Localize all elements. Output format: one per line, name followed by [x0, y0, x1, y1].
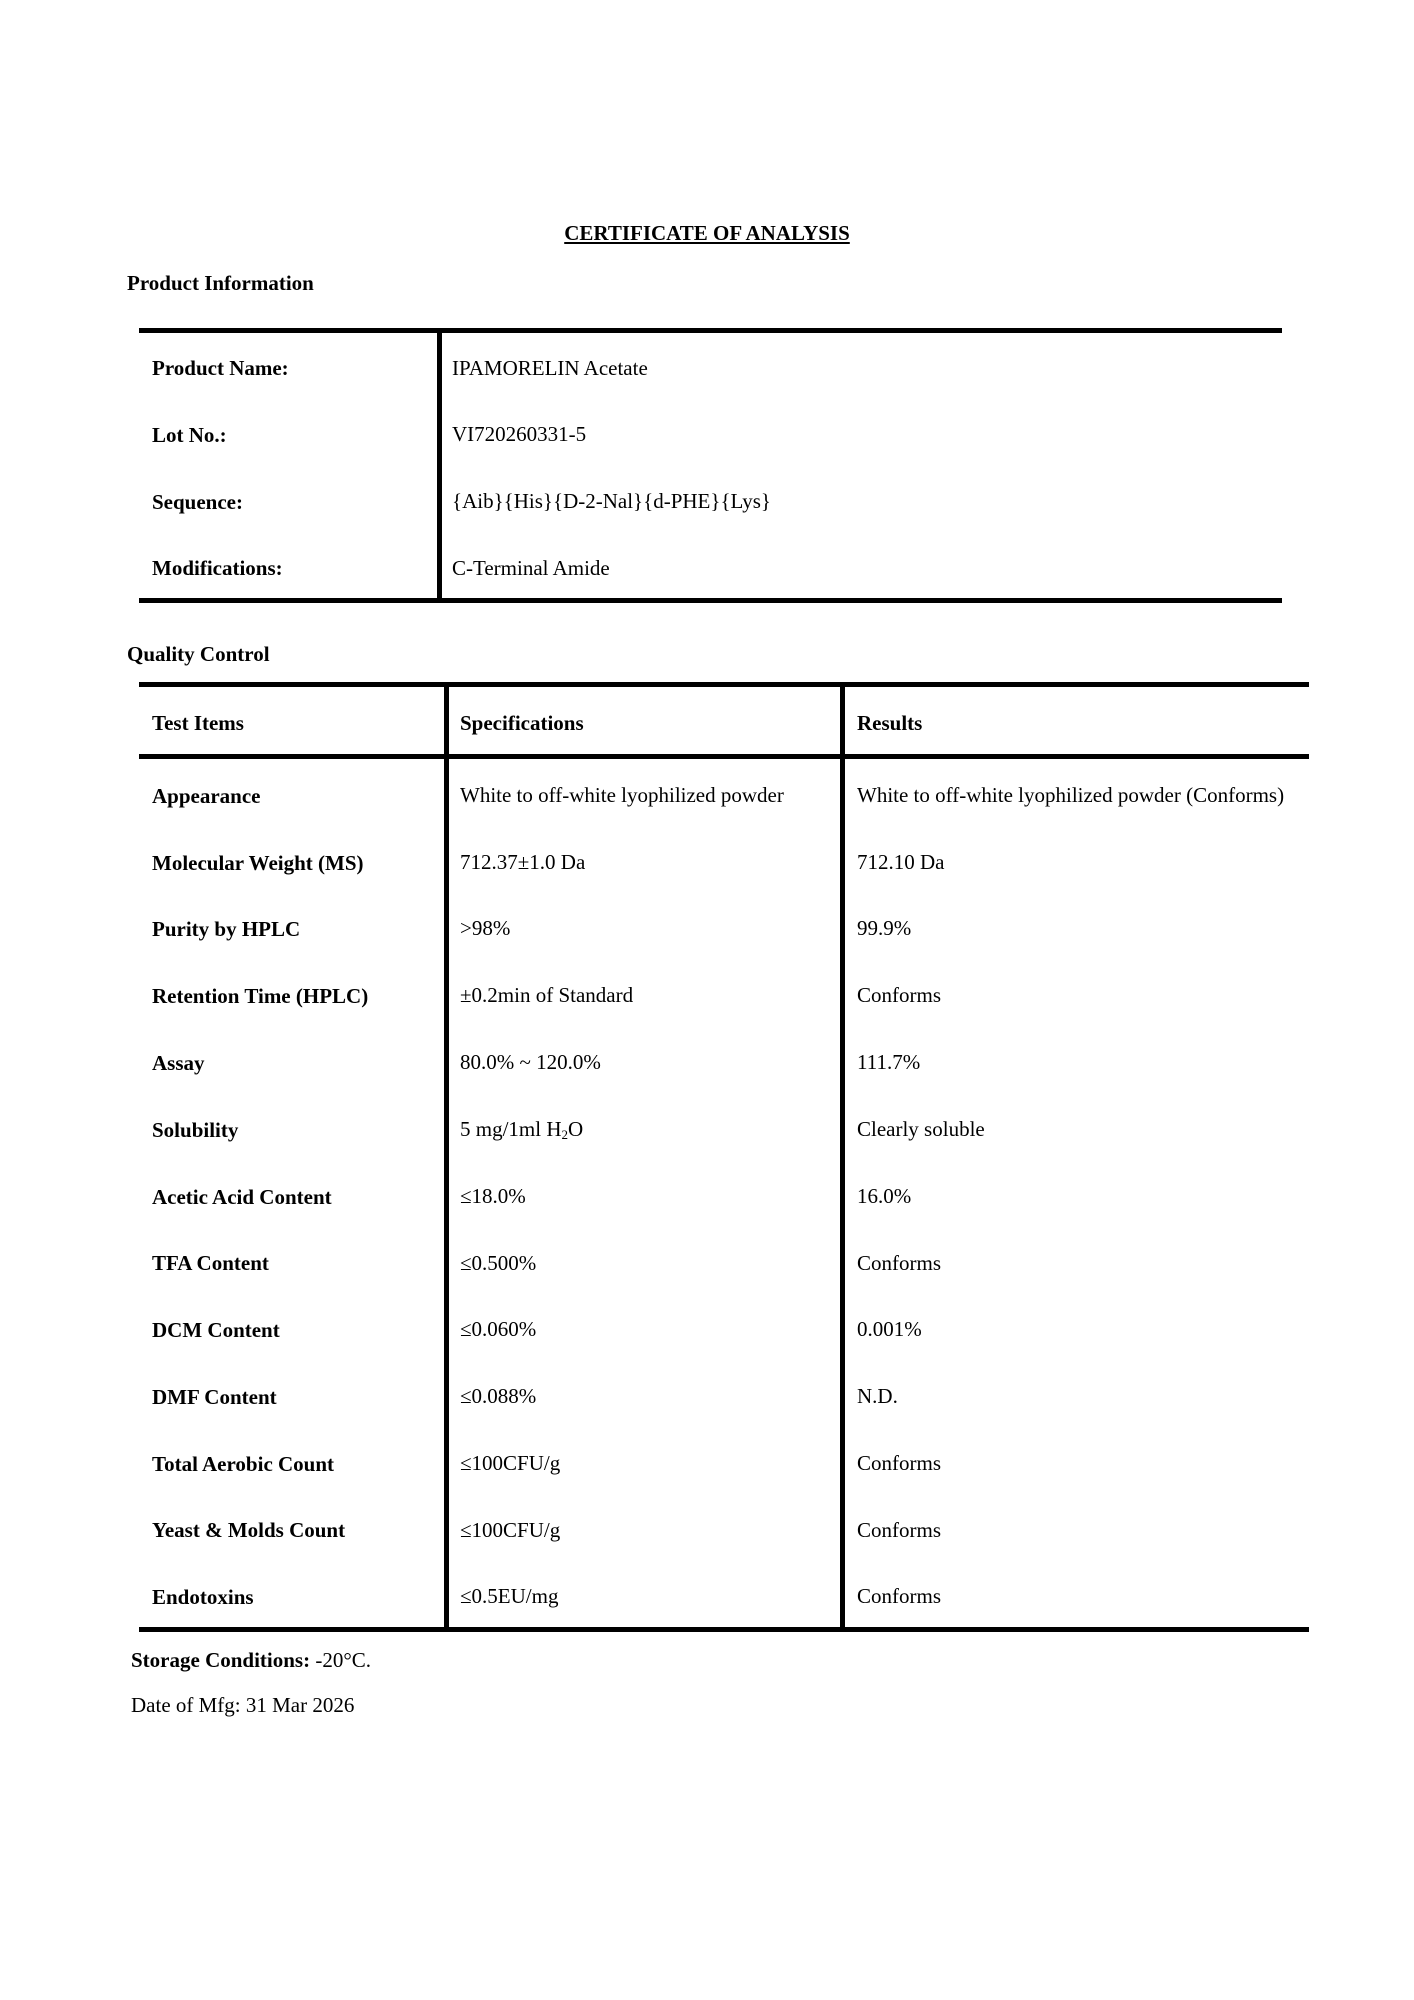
manufacture-date: Date of Mfg: 31 Mar 2026	[131, 1693, 355, 1717]
row-retention-time-spec: ±0.2min of Standard	[460, 983, 634, 1007]
row-acetic-acid-spec: ≤18.0%	[460, 1184, 526, 1208]
row-aerobic-count-spec: ≤100CFU/g	[460, 1451, 561, 1475]
table-top-rule	[139, 328, 1282, 333]
row-dmf-result: N.D.	[857, 1384, 898, 1408]
row-molecular-weight-result: 712.10 Da	[857, 850, 945, 874]
row-endotoxins-spec: ≤0.5EU/mg	[460, 1584, 559, 1608]
solubility-spec-tail: O	[568, 1117, 584, 1141]
lot-number-label: Lot No.:	[152, 423, 227, 447]
row-acetic-acid-item: Acetic Acid Content	[152, 1185, 332, 1209]
row-molecular-weight-item: Molecular Weight (MS)	[152, 851, 364, 875]
row-yeast-molds-spec: ≤100CFU/g	[460, 1518, 561, 1542]
row-retention-time-item: Retention Time (HPLC)	[152, 984, 369, 1008]
sequence-label: Sequence:	[152, 490, 243, 514]
row-aerobic-count-result: Conforms	[857, 1451, 941, 1475]
row-solubility-result: Clearly soluble	[857, 1117, 985, 1141]
row-solubility-item: Solubility	[152, 1118, 239, 1142]
header-test-items: Test Items	[152, 711, 244, 735]
qc-bottom-rule	[139, 1627, 1309, 1632]
row-tfa-result: Conforms	[857, 1251, 941, 1275]
row-dmf-item: DMF Content	[152, 1385, 277, 1409]
row-assay-result: 111.7%	[857, 1050, 921, 1074]
row-appearance-result: White to off-white lyophilized powder (Conforms)	[857, 783, 1285, 807]
row-endotoxins-item: Endotoxins	[152, 1585, 254, 1609]
row-molecular-weight-spec: 712.37±1.0 Da	[460, 850, 586, 874]
row-dmf-spec: ≤0.088%	[460, 1384, 537, 1408]
row-retention-time-result: Conforms	[857, 983, 941, 1007]
row-purity-spec: >98%	[460, 916, 511, 940]
row-dcm-item: DCM Content	[152, 1318, 280, 1342]
qc-divider-1	[444, 682, 449, 1632]
storage-conditions	[131, 1648, 371, 1672]
row-dcm-result: 0.001%	[857, 1317, 922, 1341]
row-tfa-spec: ≤0.500%	[460, 1251, 537, 1275]
document-title: CERTIFICATE OF ANALYSIS	[564, 221, 850, 245]
table-bottom-rule	[139, 598, 1282, 603]
product-info-heading: Product Information	[127, 271, 314, 295]
qc-divider-2	[840, 682, 845, 1632]
qc-header-rule	[139, 754, 1309, 759]
row-purity-item: Purity by HPLC	[152, 917, 301, 941]
storage-conditions-value: -20°C.	[310, 1648, 372, 1672]
row-purity-result: 99.9%	[857, 916, 912, 940]
solubility-spec-subscript: 2	[561, 1127, 569, 1142]
row-appearance-item: Appearance	[152, 784, 261, 808]
row-acetic-acid-result: 16.0%	[857, 1184, 912, 1208]
storage-conditions-label: Storage Conditions:	[131, 1648, 311, 1672]
product-name-label: Product Name:	[152, 356, 289, 380]
row-endotoxins-result: Conforms	[857, 1584, 941, 1608]
sequence-value: {Aib}{His}{D-2-Nal}{d-PHE}{Lys}	[452, 489, 771, 513]
modifications-label: Modifications:	[152, 556, 283, 580]
table-column-divider	[437, 328, 442, 601]
row-assay-spec: 80.0% ~ 120.0%	[460, 1050, 601, 1074]
quality-control-heading: Quality Control	[127, 642, 270, 666]
row-tfa-item: TFA Content	[152, 1251, 269, 1275]
lot-number-value: VI720260331-5	[452, 422, 587, 446]
row-yeast-molds-item: Yeast & Molds Count	[152, 1518, 346, 1542]
row-assay-item: Assay	[152, 1051, 205, 1075]
row-yeast-molds-result: Conforms	[857, 1518, 941, 1542]
qc-top-rule	[139, 682, 1309, 687]
header-specifications: Specifications	[460, 711, 584, 735]
solubility-spec-main: 5 mg/1ml H	[460, 1117, 562, 1141]
row-solubility-spec	[460, 1117, 583, 1141]
product-name-value: IPAMORELIN Acetate	[452, 356, 648, 380]
row-dcm-spec: ≤0.060%	[460, 1317, 537, 1341]
row-appearance-spec: White to off-white lyophilized powder	[460, 783, 784, 807]
modifications-value: C-Terminal Amide	[452, 556, 610, 580]
header-results: Results	[857, 711, 923, 735]
row-aerobic-count-item: Total Aerobic Count	[152, 1452, 335, 1476]
